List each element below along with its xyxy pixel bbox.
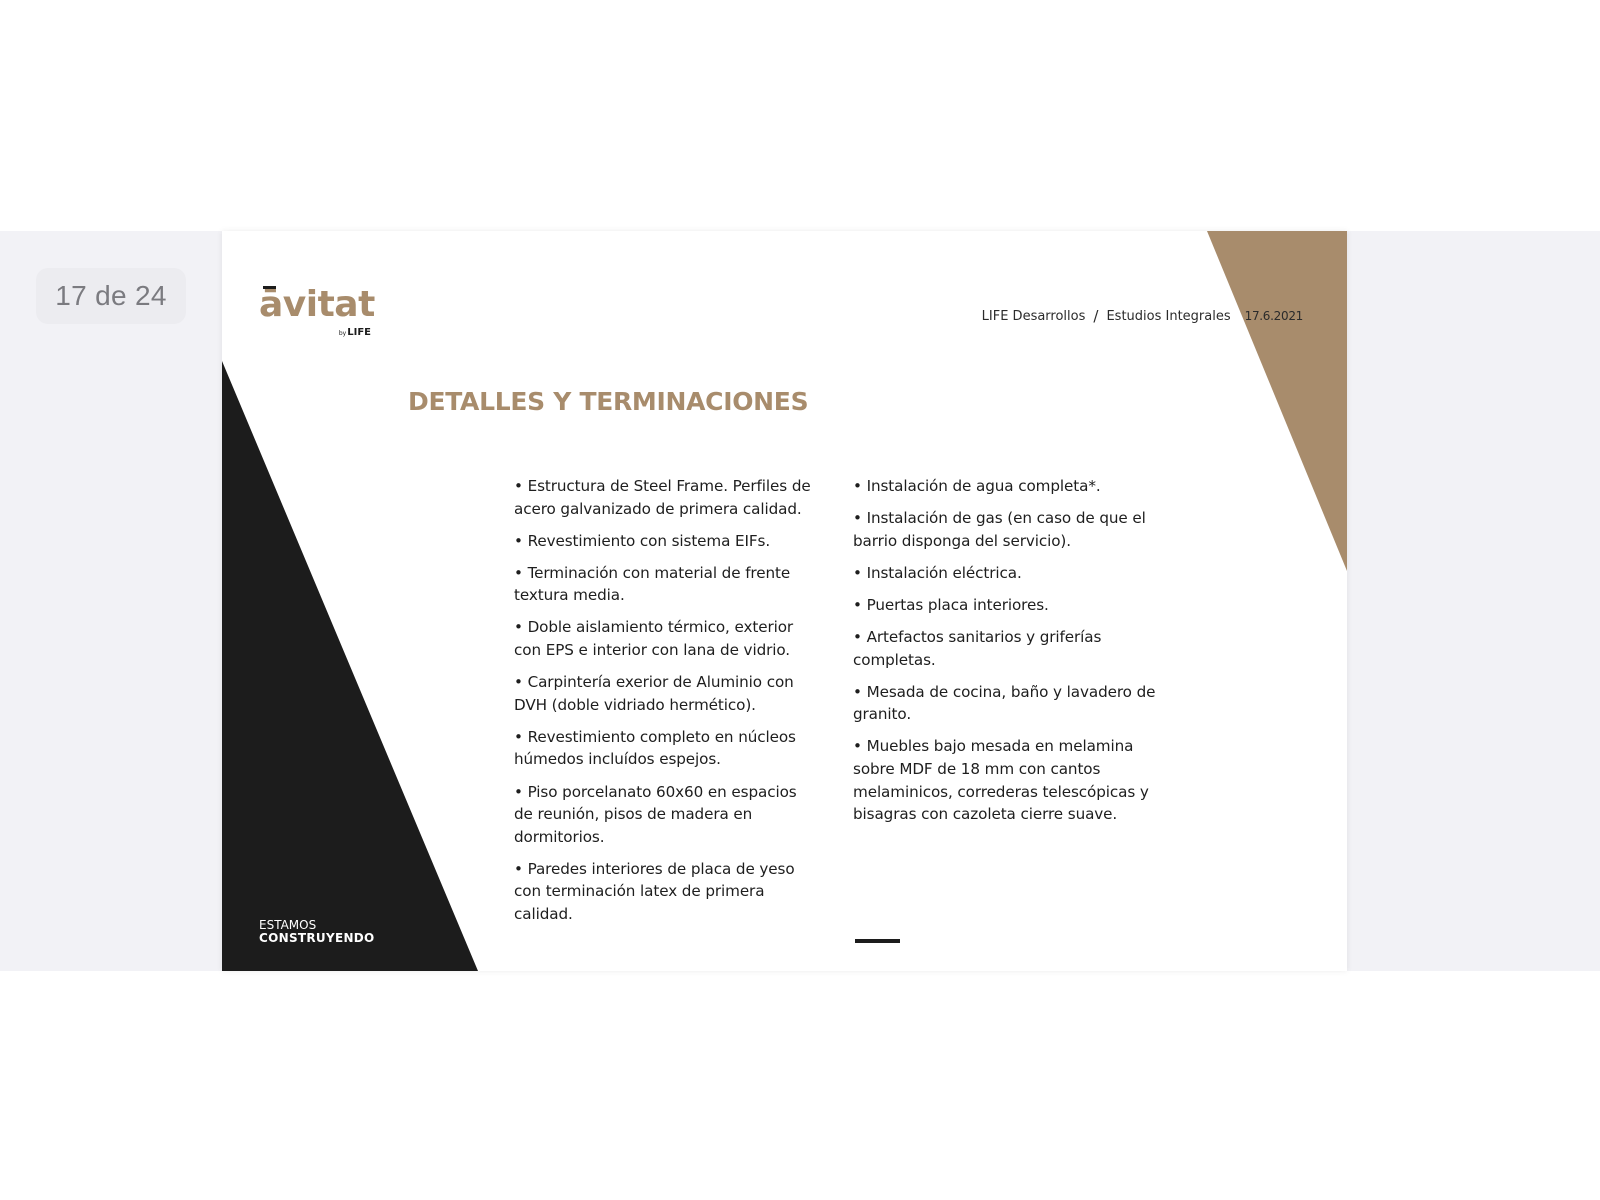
list-item: • Paredes interiores de placa de yeso con terminación latex de primera calidad. — [514, 859, 795, 923]
slide-title: DETALLES Y TERMINACIONES — [408, 387, 809, 416]
list-item: • Instalación de gas (en caso de que el barrio disponga del servicio). — [853, 509, 1146, 550]
logo-brand-text: LIFE — [347, 327, 371, 338]
features-list-right — [853, 475, 1158, 835]
header-company: LIFE Desarrollos — [981, 308, 1086, 324]
list-item: • Muebles bajo mesada en melamina sobre MDF de 18 mm con cantos melaminicos, correderas telescópicas y bisagras con cazoleta cierre suave. — [853, 737, 1149, 824]
avitat-logo — [259, 283, 379, 343]
list-item: • Carpintería exerior de Aluminio con DVH (doble vidriado hermético). — [514, 673, 794, 714]
footer-line-2: CONSTRUYENDO — [259, 931, 375, 945]
black-triangle-decoration — [222, 361, 478, 971]
footer-line-1: ESTAMOS — [259, 918, 317, 932]
list-item: • Estructura de Steel Frame. Perfiles de acero galvanizado de primera calidad. — [514, 477, 811, 518]
list-item: • Mesada de cocina, baño y lavadero de granito. — [853, 682, 1156, 724]
list-item: • Revestimiento con sistema EIFs. — [514, 531, 771, 550]
logo-by-text: by — [338, 330, 347, 337]
header-date: 17.6.2021 — [1244, 309, 1303, 323]
page-counter: 17 de 24 — [36, 268, 186, 324]
list-item: • Revestimiento completo en núcleos húmedos incluídos espejos. — [514, 727, 796, 769]
logo-by-life — [339, 327, 371, 338]
slide-page — [222, 231, 1347, 971]
footer-dash-decoration — [855, 939, 900, 943]
list-item: • Instalación eléctrica. — [853, 563, 1022, 582]
slide-header-meta — [982, 307, 1303, 325]
list-item: • Artefactos sanitarios y griferías completas. — [853, 627, 1102, 669]
list-item: • Puertas placa interiores. — [853, 595, 1049, 614]
list-item: • Doble aislamiento térmico, exterior con EPS e interior con lana de vidrio. — [514, 618, 794, 660]
gold-triangle-decoration — [1207, 231, 1347, 571]
logo-wordmark: āvitat — [259, 284, 375, 325]
header-separator: / — [1093, 307, 1099, 325]
list-item: • Piso porcelanato 60x60 en espacios de reunión, pisos de madera en dormitorios. — [514, 782, 797, 846]
header-section: Estudios Integrales — [1106, 308, 1231, 324]
list-item: • Terminación con material de frente textura media. — [514, 563, 791, 605]
footer-tagline — [259, 919, 375, 945]
list-item: • Instalación de agua completa*. — [853, 477, 1101, 495]
features-list-left — [514, 475, 819, 935]
